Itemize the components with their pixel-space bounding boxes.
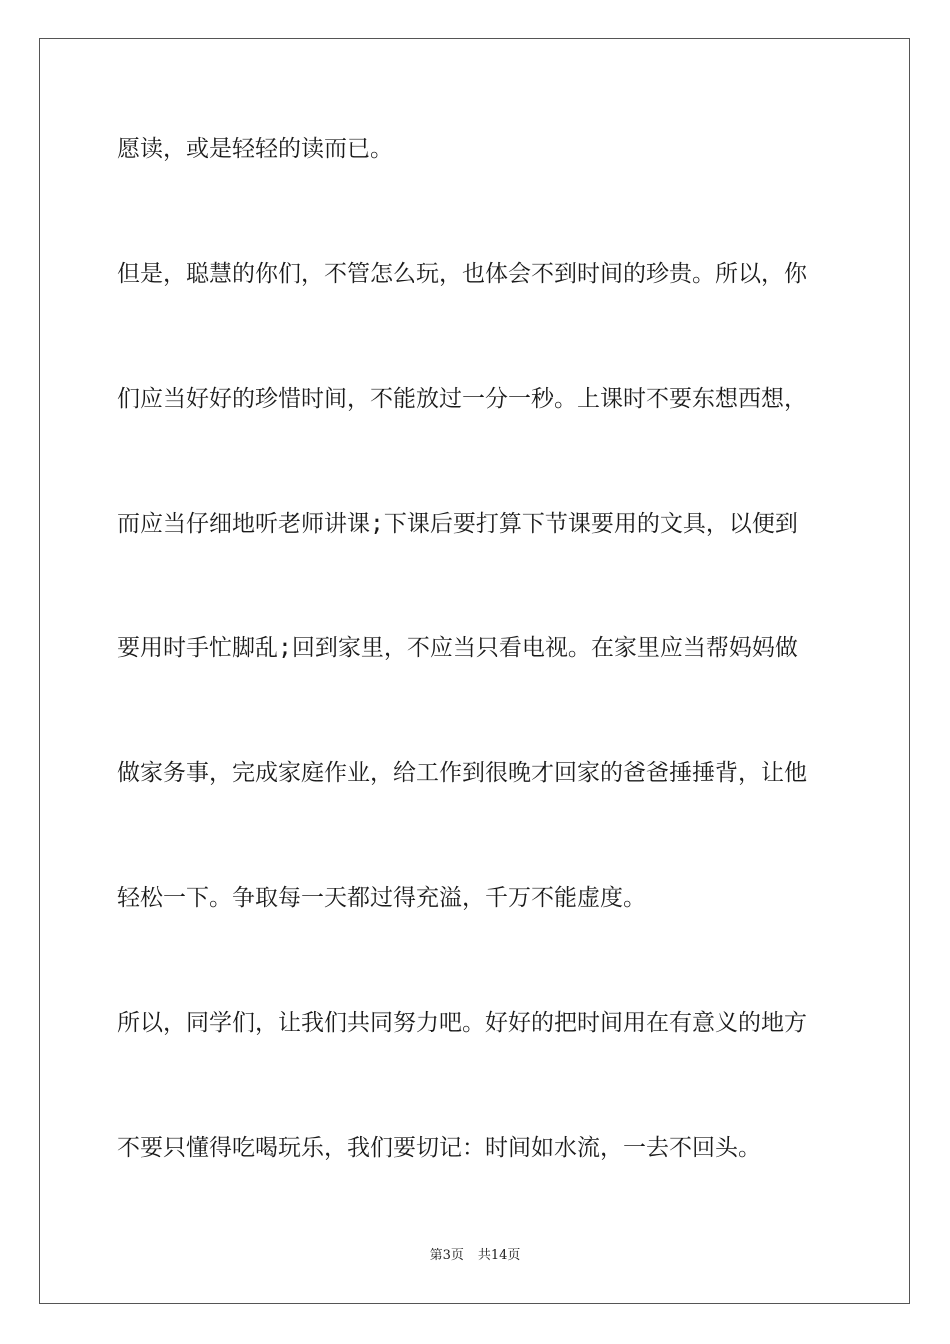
body-text-line: 轻松一下。争取每一天都过得充溢，千万不能虚度。 — [117, 885, 646, 911]
page-border — [39, 38, 910, 1304]
body-text-line: 要用时手忙脚乱;回到家里，不应当只看电视。在家里应当帮妈妈做 — [117, 635, 798, 661]
body-text-line: 们应当好好的珍惜时间，不能放过一分一秒。上课时不要东想西想， — [117, 386, 807, 412]
body-text-line: 愿读，或是轻轻的读而已。 — [117, 136, 393, 162]
body-text-line: 做家务事，完成家庭作业，给工作到很晚才回家的爸爸捶捶背，让他 — [117, 760, 807, 786]
total-pages: 共14页 — [477, 1248, 521, 1263]
page-footer — [0, 1247, 950, 1265]
body-text-line: 而应当仔细地听老师讲课;下课后要打算下节课要用的文具，以便到 — [117, 511, 798, 537]
body-text-line: 但是，聪慧的你们，不管怎么玩，也体会不到时间的珍贵。所以，你 — [117, 261, 807, 287]
page-number: 第3页 — [429, 1248, 464, 1263]
body-text-line: 不要只懂得吃喝玩乐，我们要切记：时间如水流，一去不回头。 — [117, 1135, 761, 1161]
body-text-line: 所以，同学们，让我们共同努力吧。好好的把时间用在有意义的地方 — [117, 1010, 807, 1036]
